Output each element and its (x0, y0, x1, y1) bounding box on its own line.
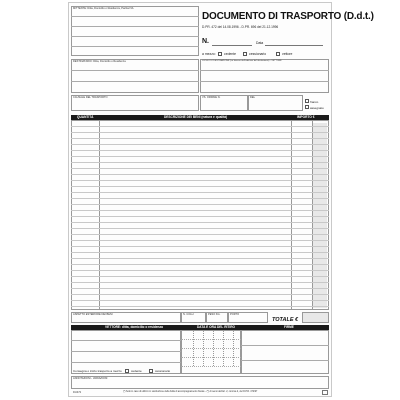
table-row[interactable] (71, 180, 329, 181)
carrier-box[interactable] (71, 330, 181, 374)
option-vettore: vettore (282, 52, 293, 56)
column-quantity: QUANTITÀ (77, 115, 94, 119)
causale-label: CAUSALE DEL TRASPORTO (73, 96, 108, 99)
table-row[interactable] (71, 306, 329, 307)
checkbox-delivery-cessionario[interactable] (149, 369, 153, 373)
delivery-option-cessionario: cessionario (155, 369, 171, 373)
table-row[interactable] (71, 168, 329, 169)
weight-label: PESO KG. (208, 313, 221, 316)
signatures-box[interactable] (241, 330, 329, 374)
table-row[interactable] (71, 228, 329, 229)
table-row[interactable] (71, 300, 329, 301)
option-cedente: cedente (224, 52, 237, 56)
order-label: VS. ORDINE N. (202, 96, 221, 99)
table-row[interactable] (71, 270, 329, 271)
checkbox-vettore[interactable] (276, 52, 280, 56)
document-subtitle: D.PR. 472 del 14.08.1996 - D.PR. 696 del 21.12.1996 (202, 25, 279, 29)
pickup-row-line (181, 366, 241, 367)
table-row[interactable] (71, 276, 329, 277)
legal-note: (*) Solo in caso di utilizzo in sostituzione della bolla di accompagnamento fiscale - (*) Ai sensi dell'art. 2, comma 2, del D.P.R. 472/97 (123, 391, 258, 393)
table-row[interactable] (71, 222, 329, 223)
checkbox-cessionario[interactable] (243, 52, 247, 56)
table-row[interactable] (71, 138, 329, 139)
annotations-label: ANNOTAZIONI - VARIAZIONI (73, 377, 108, 380)
order-date-box[interactable] (248, 95, 303, 111)
pickup-row-line (181, 339, 241, 340)
packages-label: ASPETTO ESTERIORE DEI BENI (73, 313, 113, 316)
table-row[interactable] (71, 210, 329, 211)
transport-document-sheet (68, 2, 374, 397)
destination-label: LUOGO DI DESTINAZIONE (se diverso dall'indirizzo del destinatario) - VETTORE (202, 60, 282, 62)
table-row[interactable] (71, 294, 329, 295)
column-amount: IMPORTO € (297, 115, 315, 119)
table-row[interactable] (71, 258, 329, 259)
checkbox-cedente[interactable] (218, 52, 222, 56)
checkbox-franco[interactable] (305, 99, 309, 103)
table-row[interactable] (71, 282, 329, 283)
annotations-box[interactable] (71, 376, 329, 389)
recipient-box (71, 59, 199, 93)
table-row[interactable] (71, 132, 329, 133)
table-row[interactable] (71, 126, 329, 127)
table-row[interactable] (71, 144, 329, 145)
colli-label: N. COLLI (183, 313, 194, 316)
pickup-row-line (181, 357, 241, 358)
table-row[interactable] (71, 216, 329, 217)
column-description: DESCRIZIONE DEI BENI (natura e qualità) (164, 115, 228, 119)
document-title: DOCUMENTO DI TRASPORTO (D.d.t.) (202, 11, 374, 22)
table-row[interactable] (71, 246, 329, 247)
table-row[interactable] (71, 186, 329, 187)
table-row[interactable] (71, 198, 329, 199)
recipient-label: DESTINATARIO: Ditta, Domicilio o Residenza (73, 60, 126, 63)
table-row[interactable] (71, 240, 329, 241)
table-row[interactable] (71, 162, 329, 163)
pickup-header: DATA E ORA DEL RITIRO (197, 325, 236, 329)
option-franco: franco (310, 99, 319, 104)
table-row[interactable] (71, 252, 329, 253)
sender-label: MITTENTE: Ditta, Domicilio o Residenza, Partita IVA (73, 7, 134, 10)
table-row[interactable] (71, 174, 329, 175)
number-label: N. (202, 38, 209, 45)
table-row[interactable] (71, 288, 329, 289)
document-code: DU472 (73, 391, 82, 394)
order-date-label: DEL (250, 96, 256, 99)
pickup-col-line (223, 330, 224, 366)
destination-box (200, 59, 329, 93)
pickup-box[interactable] (181, 330, 241, 374)
porto-label: PORTO (230, 313, 240, 316)
pickup-col-line (233, 330, 234, 366)
total-label: TOTALE € (272, 317, 299, 323)
signatures-header: FIRME (284, 325, 294, 329)
date-field[interactable] (265, 45, 323, 46)
checkbox-assegnato[interactable] (305, 105, 309, 109)
checkbox-delivery-cedente[interactable] (125, 369, 129, 373)
transport-by-prefix: a mezzo: (202, 52, 216, 56)
page-mark (322, 390, 328, 395)
pickup-col-line (213, 330, 214, 366)
sender-box (71, 6, 199, 56)
delivery-label: Consegna o inizio trasporto a mezzo (73, 369, 122, 373)
table-row[interactable] (71, 204, 329, 205)
number-field[interactable] (212, 45, 252, 46)
pickup-col-line (203, 330, 204, 366)
delivery-option-cedente: cedente (131, 369, 142, 373)
table-row[interactable] (71, 264, 329, 265)
table-row[interactable] (71, 192, 329, 193)
table-row[interactable] (71, 234, 329, 235)
date-label: Data (256, 41, 264, 45)
carrier-header: VETTORE: ditta, domicilio o residenza (105, 325, 163, 329)
total-field[interactable] (302, 312, 329, 323)
pickup-col-line (193, 330, 194, 366)
table-row[interactable] (71, 150, 329, 151)
pickup-row-line (181, 348, 241, 349)
option-assegnato: assegnato (310, 105, 324, 110)
option-cessionario: cessionario (249, 52, 267, 56)
table-row[interactable] (71, 156, 329, 157)
